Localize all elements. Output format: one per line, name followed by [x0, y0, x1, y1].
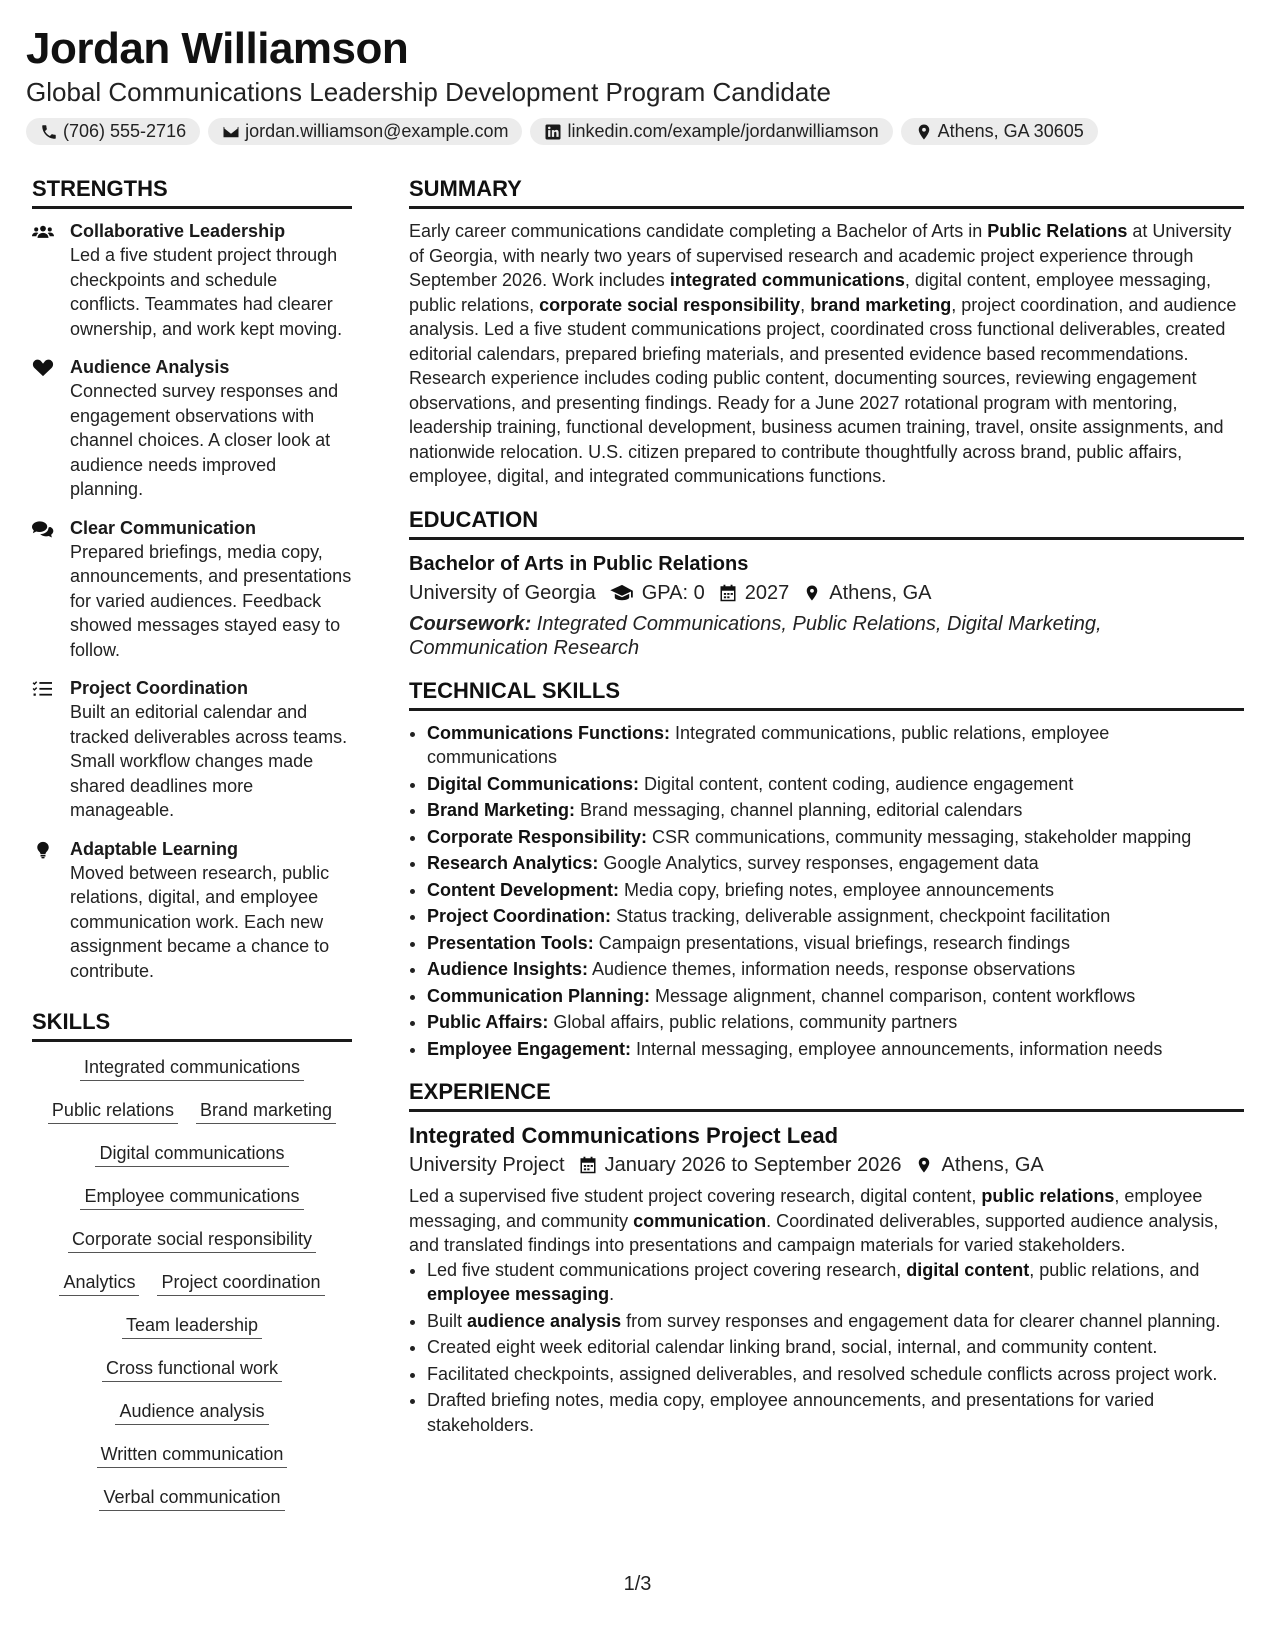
text-run: Audience themes, information needs, response observations: [588, 959, 1076, 979]
phone-icon: [40, 123, 58, 141]
emphasis-text: Corporate Responsibility:: [427, 826, 648, 847]
job-dates: January 2026 to September 2026: [604, 1154, 902, 1176]
skill-tag: Team leadership: [122, 1314, 262, 1339]
experience-section: [409, 1077, 1244, 1437]
skill-tag: Digital communications: [95, 1142, 288, 1167]
text-run: at University of Georgia, with nearly two years of supervised research and academic project experience through September 2026. Work includes: [409, 221, 1232, 290]
contact-location: [901, 118, 1098, 145]
strength-item: [32, 219, 352, 341]
text-run: Media copy, briefing notes, employee announcements: [619, 879, 1054, 900]
emphasis-text: communication: [633, 1210, 767, 1231]
text-run: ,: [800, 294, 811, 315]
job-bullet: [427, 1258, 1244, 1307]
degree-title: Bachelor of Arts in Public Relations: [409, 552, 749, 575]
contact-phone-text: (706) 555-2716: [63, 121, 187, 141]
emphasis-text: Brand Marketing:: [427, 800, 576, 820]
emphasis-text: Audience Insights:: [427, 959, 589, 979]
skill-tag: Corporate social responsibility: [68, 1228, 316, 1253]
strength-item: [32, 355, 352, 502]
text-run: Status tracking, deliverable assignment, checkpoint facilitation: [611, 906, 1111, 926]
text-run: , project coordination, and audience analysis. Led a five student communications project, coordinated cross functional deliverables, created editorial calendars, prepared briefing materials, and presented evidence based recommendations. Research experience includes coding public content, documenting sources, reviewing engagement observations, and presenting findings. Ready for a June 2027 rotational program with mentoring, leadership training, functional development, business acumen training, travel, onsite assignments, and nationwide relocation. U.S. citizen prepared to contribute thoughtfully across brand, public affairs, employee, digital, and integrated communications functions.: [409, 294, 1237, 486]
technical-skill-item: [427, 825, 1244, 850]
text-run: Campaign presentations, visual briefings, research findings: [593, 932, 1070, 953]
summary-text: [409, 219, 1244, 489]
skill-tag: Analytics: [59, 1271, 139, 1296]
skills-list: [32, 1056, 352, 1511]
technical-skills-list: [409, 721, 1244, 1062]
technical-skill-item: [427, 798, 1244, 823]
text-run: Facilitated checkpoints, assigned deliverables, and resolved schedule conflicts across project work.: [427, 1363, 1218, 1384]
job-bullet: [427, 1362, 1244, 1387]
emphasis-text: Content Development:: [427, 879, 620, 900]
summary-section: [409, 174, 1244, 489]
calendar-icon: [719, 584, 737, 602]
text-run: Drafted briefing notes, media copy, employee announcements, and presentations for varied stakeholders.: [427, 1390, 1155, 1435]
contact-email[interactable]: [208, 118, 522, 145]
emphasis-text: Presentation Tools:: [427, 932, 594, 953]
job-bullet: [427, 1388, 1244, 1437]
strength-title: Audience Analysis: [70, 357, 230, 377]
text-run: . Coordinated deliverables, supported audience analysis, and translated findings into presentations and campaign materials for varied stakeholders.: [409, 1210, 1219, 1255]
comments-icon: [32, 520, 54, 538]
job-title: Integrated Communications Project Lead: [409, 1123, 839, 1148]
technical-skills-heading: TECHNICAL SKILLS: [409, 676, 1244, 711]
coursework-label: Coursework:: [409, 612, 532, 635]
skill-tag: Project coordination: [157, 1271, 324, 1296]
education-meta: [409, 578, 1244, 608]
location-pin-icon: [915, 123, 933, 141]
skill-tag: Public relations: [48, 1099, 178, 1124]
technical-skill-item: [427, 878, 1244, 903]
technical-skill-item: [427, 721, 1244, 770]
strength-item: [32, 516, 352, 663]
text-run: Digital content, content coding, audience engagement: [639, 773, 1074, 794]
strength-title: Clear Communication: [70, 517, 257, 538]
text-run: , employee messaging, and community: [409, 1186, 1203, 1231]
strength-desc: Prepared briefings, media copy, announcements, and presentations for varied audiences. Feedback showed messages stayed easy to follow.: [70, 541, 352, 660]
text-run: Internal messaging, employee announcements, information needs: [631, 1038, 1163, 1059]
text-run: , digital content, employee messaging, public relations,: [409, 270, 1212, 315]
text-run: , public relations, and: [1029, 1259, 1200, 1280]
calendar-icon: [579, 1156, 597, 1174]
text-run: Created eight week editorial calendar linking brand, social, internal, and community content.: [427, 1337, 1158, 1357]
text-run: from survey responses and engagement data for clearer channel planning.: [621, 1310, 1221, 1331]
text-run: Early career communications candidate completing a Bachelor of Arts in: [409, 221, 988, 241]
technical-skill-item: [427, 1010, 1244, 1035]
text-run: Message alignment, channel comparison, content workflows: [650, 985, 1136, 1006]
envelope-icon: [222, 123, 240, 141]
technical-skill-item: [427, 984, 1244, 1009]
text-run: CSR communications, community messaging, stakeholder mapping: [647, 826, 1192, 847]
strength-item: [32, 837, 352, 984]
job-meta: [409, 1150, 1244, 1180]
text-run: .: [609, 1284, 615, 1304]
strength-desc: Built an editorial calendar and tracked deliverables across teams. Small workflow changes made shared deadlines more manageable.: [70, 702, 348, 820]
contact-bar: [26, 118, 1249, 145]
emphasis-text: Communication Planning:: [427, 985, 650, 1006]
skills-heading: SKILLS: [32, 1007, 352, 1042]
summary-heading: SUMMARY: [409, 174, 1244, 209]
skill-tag: Brand marketing: [196, 1099, 336, 1124]
text-run: Integrated communications, public relations, employee communications: [427, 722, 1110, 767]
text-run: Led five student communications project covering research,: [427, 1259, 907, 1280]
emphasis-text: integrated communications: [669, 270, 905, 290]
left-column: [32, 174, 352, 1529]
emphasis-text: Public Affairs:: [427, 1012, 549, 1032]
technical-skills-section: [409, 676, 1244, 1062]
skill-tag: Integrated communications: [80, 1056, 304, 1081]
technical-skill-item: [427, 772, 1244, 797]
emphasis-text: audience analysis: [467, 1310, 622, 1331]
strength-item: [32, 676, 352, 823]
job-intro: [409, 1184, 1244, 1258]
contact-location-text: Athens, GA 30605: [937, 121, 1084, 141]
job-location: Athens, GA: [941, 1154, 1044, 1176]
text-run: Brand messaging, channel planning, editorial calendars: [575, 800, 1023, 820]
skill-tag: Cross functional work: [102, 1357, 282, 1382]
text-run: Built: [427, 1310, 468, 1331]
strengths-heading: STRENGTHS: [32, 174, 352, 209]
location-pin-icon: [803, 584, 821, 602]
emphasis-text: brand marketing: [810, 294, 952, 315]
coursework: [409, 612, 1244, 660]
graduation-year: 2027: [744, 581, 790, 604]
candidate-tagline: Global Communications Leadership Development Program Candidate: [26, 77, 831, 107]
strength-title: Adaptable Learning: [70, 838, 239, 859]
technical-skill-item: [427, 1037, 1244, 1062]
page-number: 1/3: [623, 1573, 652, 1595]
technical-skill-item: [427, 931, 1244, 956]
resume-header: [26, 22, 1249, 145]
skill-tag: Audience analysis: [115, 1400, 268, 1425]
education-section: [409, 505, 1244, 660]
right-column: [409, 174, 1244, 1453]
school-location: Athens, GA: [829, 581, 932, 604]
technical-skill-item: [427, 957, 1244, 982]
emphasis-text: digital content: [906, 1259, 1030, 1280]
emphasis-text: employee messaging: [427, 1284, 610, 1304]
emphasis-text: Public Relations: [987, 221, 1128, 241]
text-run: Led a supervised five student project covering research, digital content,: [409, 1186, 982, 1206]
emphasis-text: Communications Functions:: [427, 722, 670, 743]
contact-linkedin-text: linkedin.com/example/jordanwilliamson: [567, 121, 879, 141]
heart-icon: [32, 359, 54, 377]
school-name: University of Georgia: [409, 581, 596, 604]
graduation-cap-icon: [610, 584, 634, 602]
linkedin-icon: [544, 123, 562, 141]
text-run: Global affairs, public relations, community partners: [548, 1012, 958, 1032]
lightbulb-icon: [32, 841, 54, 859]
emphasis-text: Employee Engagement:: [427, 1038, 632, 1059]
job-bullets: [409, 1258, 1244, 1438]
experience-heading: EXPERIENCE: [409, 1077, 1244, 1112]
job-bullet: [427, 1335, 1244, 1360]
technical-skill-item: [427, 851, 1244, 876]
candidate-name: Jordan Williamson: [26, 24, 409, 73]
contact-linkedin[interactable]: [530, 118, 892, 145]
emphasis-text: public relations: [981, 1186, 1115, 1206]
strength-desc: Connected survey responses and engagement observations with channel choices. A closer look at audience needs improved planning.: [70, 381, 339, 499]
strength-desc: Moved between research, public relations, digital, and employee communication work. Each new assignment became a chance to contribute.: [70, 862, 330, 981]
users-icon: [32, 223, 54, 241]
contact-phone[interactable]: [26, 118, 200, 145]
education-heading: EDUCATION: [409, 505, 1244, 540]
contact-email-text: jordan.williamson@example.com: [245, 121, 509, 141]
emphasis-text: corporate social responsibility: [539, 294, 801, 315]
emphasis-text: Project Coordination:: [427, 906, 611, 926]
skill-tag: Employee communications: [80, 1185, 303, 1210]
skill-tag: Written communication: [97, 1443, 288, 1468]
technical-skill-item: [427, 904, 1244, 929]
strength-title: Collaborative Leadership: [70, 221, 286, 241]
strength-desc: Led a five student project through checkpoints and schedule conflicts. Teammates had clearer ownership, and work kept moving.: [70, 245, 343, 339]
coursework-list: Integrated Communications, Public Relations, Digital Marketing, Communication Research: [409, 612, 1102, 659]
strength-title: Project Coordination: [70, 678, 249, 698]
skill-tag: Verbal communication: [99, 1486, 284, 1511]
emphasis-text: Digital Communications:: [427, 773, 640, 794]
location-pin-icon: [915, 1156, 933, 1174]
emphasis-text: Research Analytics:: [427, 853, 599, 873]
job-org: University Project: [409, 1154, 565, 1176]
task-list-icon: [32, 680, 54, 698]
text-run: Google Analytics, survey responses, engagement data: [598, 853, 1039, 873]
gpa-value: GPA: 0: [641, 581, 705, 604]
job-bullet: [427, 1309, 1244, 1334]
